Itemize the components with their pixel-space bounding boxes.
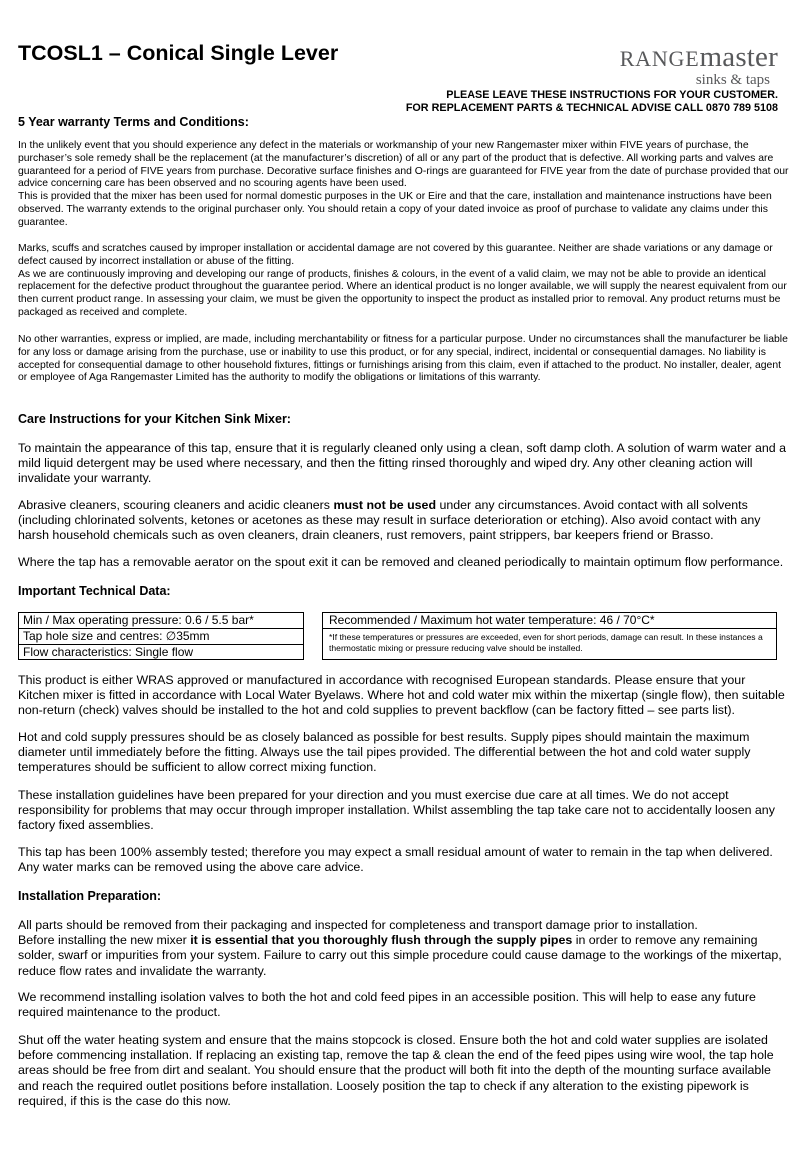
logo-brand: RANGEmaster	[619, 41, 778, 73]
spec-table-right	[322, 612, 777, 660]
technical-paragraph: Hot and cold supply pressures should be as closely balanced as possible for best results. Supply pipes should maintain the maximum diameter until immediately before the fitting. Always use the tail pipes provided. The differential between the hot and cold water supply temperatures should be sufficient to allow correct mixing function.	[18, 730, 751, 775]
warranty-paragraph: This is provided that the mixer has been used for normal domestic purposes in the UK or Eire and that the care, installation and maintenance instructions have been observed. The warranty extends to the original purchaser only. You should retain a copy of your dated invoice as proof of purchase to validate any claims under this guarantee.	[18, 191, 772, 228]
care-heading: Care Instructions for your Kitchen Sink Mixer:	[18, 412, 291, 426]
spec-row: Flow characteristics: Single flow	[19, 644, 303, 659]
emphasis: must not be used	[333, 498, 437, 512]
installation-heading: Installation Preparation:	[18, 889, 162, 903]
emphasis: it is essential that you thoroughly flush through the supply pipes	[190, 933, 573, 948]
installation-paragraph: Shut off the water heating system and ensure that the mains stopcock is closed. Ensure both the hot and cold water supplies are isolated before commencing installation. If replacing an existing tap, remove the tap & clean the end of the feed pipes using wire wool, the tap hole areas should be free from dirt and sealant. You should ensure that the product will both fit into the depth of the mounting surface available and reach the required outlet positions before installation. Loosely position the tap to check if any alteration to the existing pipework is required, if this is the case do this now.	[18, 1033, 774, 1108]
warranty-text-2	[18, 243, 790, 320]
rangemaster-logo	[588, 42, 778, 88]
warranty-heading: 5 Year warranty Terms and Conditions:	[18, 115, 249, 129]
temperature-spec: Recommended / Maximum hot water temperature: 46 / 70°C*	[323, 613, 776, 629]
installation-paragraph: All parts should be removed from their packaging and inspected for completeness and transport damage prior to installation.	[18, 918, 698, 932]
warranty-paragraph: In the unlikely event that you should experience any defect in the materials or workmanship of your new Rangemaster mixer within FIVE years of purchase, the purchaser’s sole remedy shall be the replacement (at the manufacturer’s discretion) of all or any part of the product that is defective. All working parts and valves are guaranteed for a period of FIVE years from purchase. Decorative surface finishes and O-rings are guaranteed for FIVE year from the date of purchase provided that our advice concerning care has been observed and no scouring agents have been used.	[18, 140, 789, 190]
logo-subtitle: sinks & taps	[695, 72, 770, 88]
care-paragraph: Where the tap has a removable aerator on the spout exit it can be removed and cleaned periodically to maintain optimum flow performance.	[18, 555, 784, 569]
technical-paragraph: These installation guidelines have been prepared for your direction and you must exercise due care at all times. We do not accept responsibility for problems that may occur through improper installation. Whilst assembling the tap take care not to accidentally loosen any factory fixed assemblies.	[18, 788, 775, 833]
page-title: TCOSL1 – Conical Single Lever	[18, 41, 339, 65]
warranty-paragraph: As we are continuously improving and developing our range of products, finishes & colours, in the event of a valid claim, we may not be able to provide an identical replacement for the defective product throughout the guarantee period. Where an identical product is no longer available, we will supply the nearest equivalent from our then current product range. In assessing your claim, we must be given the opportunity to inspect the product as installed prior to removal. Any product returns must be packaged as received and complete.	[18, 268, 787, 318]
spec-row: Min / Max operating pressure: 0.6 / 5.5 bar*	[23, 613, 254, 627]
care-paragraph: To maintain the appearance of this tap, ensure that it is regularly cleaned only using a clean, soft damp cloth. A solution of warm water and a mild liquid detergent may be used where necessary, and then the fitting rinsed thoroughly and wiped dry. Any other cleaning action will invalidate your warranty.	[18, 441, 786, 486]
warranty-paragraph: Marks, scuffs and scratches caused by improper installation or accidental damage are not covered by this guarantee. Neither are shade variations or any damage or defect caused by incorrect installation or abuse of the fitting.	[18, 243, 773, 267]
warranty-text-1	[18, 140, 790, 230]
installation-paragraph: We recommend installing isolation valves to both the hot and cold feed pipes in an accessible position. This will help to ease any future required maintenance to the product.	[18, 990, 756, 1020]
notice-line-2: FOR REPLACEMENT PARTS & TECHNICAL ADVISE CALL 0870 789 5108	[405, 102, 778, 114]
warranty-text-3	[18, 334, 790, 385]
notice-line-1: PLEASE LEAVE THESE INSTRUCTIONS FOR YOUR CUSTOMER.	[446, 89, 778, 101]
customer-notice	[300, 89, 778, 115]
technical-paragraph: This tap has been 100% assembly tested; therefore you may expect a small residual amount of water to remain in the tap when delivered. Any water marks can be removed using the above care advice.	[18, 845, 773, 875]
technical-paragraph: This product is either WRAS approved or manufactured in accordance with recognised European standards. Please ensure that your Kitchen mixer is fitted in accordance with Local Water Byelaws. Where hot and cold water mix within the mixertap (single flow), then suitable non-return (check) valves should be installed to the hot and cold supplies to prevent backflow (can be factory fitted – see parts list).	[18, 673, 785, 718]
spec-footnote: *If these temperatures or pressures are exceeded, even for short periods, damage can result. In these instances a thermostatic mixing or pressure reducing valve should be installed.	[329, 632, 763, 653]
warranty-paragraph: No other warranties, express or implied, are made, including merchantability or fitness for a particular purpose. Under no circumstances shall the manufacturer be liable for any loss or damage arising from the purchase, use or inability to use this product, or for any special, indirect, incidental or consequential damages. No liability is accepted for consequential damage to other household fixtures, fittings or furnishings arising from this claim, even if attached to the product. No installer, dealer, agent or employee of Aga Rangemaster Limited has the authority to modify the obligations or limitations of this warranty.	[18, 334, 788, 384]
spec-row: Tap hole size and centres: ∅35mm	[19, 628, 303, 643]
installation-text-1	[18, 918, 790, 979]
technical-heading: Important Technical Data:	[18, 584, 171, 598]
spec-table-left	[18, 612, 304, 660]
installation-paragraph: Before installing the new mixer it is essential that you thoroughly flush through the supply pipes in order to remove any remaining solder, swarf or impurities from your system. Failure to carry out this simple procedure could cause damage to the workings of the mixertap, reduce flow rates and invalidate the warranty.	[18, 933, 782, 978]
care-paragraph: Abrasive cleaners, scouring cleaners and acidic cleaners must not be used under any circumstances. Avoid contact with all solvents (including chlorinated solvents, ketones or acetones as these may result in surface deterioration or etching). Also avoid contact with any harsh household chemicals such as oven cleaners, drain cleaners, rust removers, paint strippers, bar keepers friend or Brasso.	[18, 498, 761, 543]
